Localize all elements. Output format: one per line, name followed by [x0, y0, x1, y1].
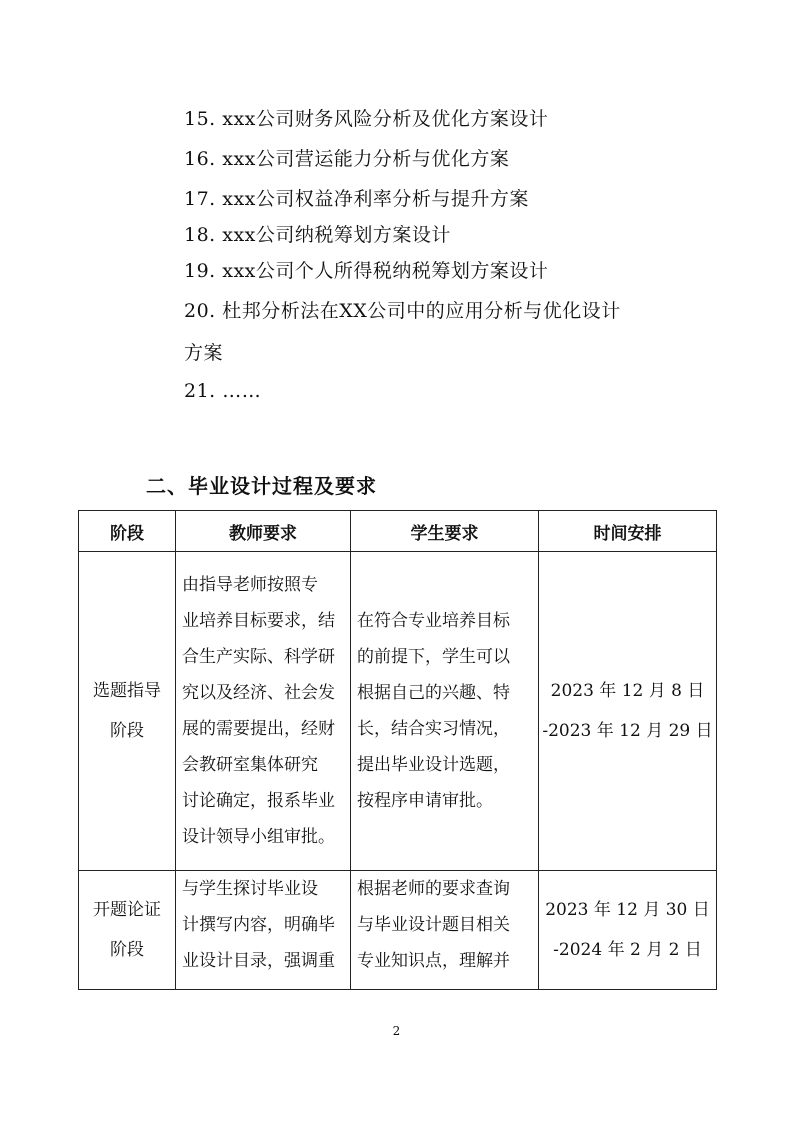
- teacher-line: 设计领导小组审批。: [182, 827, 335, 847]
- stage-line: 开题论证: [93, 900, 161, 920]
- header-schedule: 时间安排: [539, 511, 717, 552]
- list-item: 17. xxx公司权益净利率分析与提升方案: [184, 188, 529, 210]
- student-line: 提出毕业设计选题，: [357, 755, 510, 775]
- list-item: 21. ……: [184, 380, 262, 402]
- list-item: 20. 杜邦分析法在XX公司中的应用分析与优化设计: [184, 300, 621, 322]
- student-line: 根据自己的兴趣、特: [357, 683, 510, 703]
- student-line: 与毕业设计题目相关: [357, 915, 510, 935]
- teacher-line: 由指导老师按照专: [182, 575, 318, 595]
- time-line: -2024 年 2 月 2 日: [553, 940, 702, 960]
- list-item: 19. xxx公司个人所得税纳税筹划方案设计: [184, 260, 549, 282]
- student-line: 按程序申请审批。: [357, 791, 493, 811]
- stage-cell: [79, 552, 176, 871]
- process-table: [78, 510, 717, 990]
- teacher-line: 讨论确定，报系毕业: [182, 791, 335, 811]
- stage-line: 阶段: [110, 721, 144, 741]
- teacher-line: 究以及经济、社会发: [182, 683, 335, 703]
- teacher-line: 展的需要提出，经财: [182, 719, 335, 739]
- list-item: 18. xxx公司纳税筹划方案设计: [184, 224, 451, 246]
- time-cell: [539, 871, 717, 990]
- time-cell: [539, 552, 717, 871]
- student-line: 专业知识点，理解并: [357, 951, 510, 971]
- table-row: [79, 552, 717, 871]
- table-header-row: [79, 511, 717, 552]
- student-cell: [351, 552, 539, 871]
- time-line: 2023 年 12 月 8 日: [550, 681, 705, 701]
- list-item: 16. xxx公司营运能力分析与优化方案: [184, 148, 510, 170]
- stage-line: 阶段: [110, 940, 144, 960]
- teacher-line: 会教研室集体研究: [182, 755, 318, 775]
- teacher-cell: [176, 552, 351, 871]
- student-line: 的前提下，学生可以: [357, 647, 510, 667]
- stage-line: 选题指导: [93, 681, 161, 701]
- teacher-line: 业培养目标要求，结: [182, 611, 335, 631]
- stage-cell: [79, 871, 176, 990]
- page-number: 2: [392, 1024, 401, 1038]
- student-line: 在符合专业培养目标: [357, 611, 510, 631]
- list-item: 方案: [184, 342, 224, 364]
- table-row: [79, 871, 717, 990]
- section-title: 二、毕业设计过程及要求: [146, 474, 377, 498]
- student-line: 长，结合实习情况，: [357, 719, 510, 739]
- header-stage: 阶段: [79, 511, 176, 552]
- time-line: 2023 年 12 月 30 日: [545, 900, 710, 920]
- teacher-line: 合生产实际、科学研: [182, 647, 335, 667]
- time-line: -2023 年 12 月 29 日: [542, 721, 713, 741]
- student-line: 根据老师的要求查询: [357, 879, 510, 899]
- list-item: 15. xxx公司财务风险分析及优化方案设计: [184, 108, 549, 130]
- teacher-line: 与学生探讨毕业设: [182, 879, 318, 899]
- header-student-requirements: 学生要求: [351, 511, 539, 552]
- student-cell: [351, 871, 539, 990]
- teacher-cell: [176, 871, 351, 990]
- teacher-line: 业设计目录，强调重: [182, 951, 335, 971]
- teacher-line: 计撰写内容，明确毕: [182, 915, 335, 935]
- header-teacher-requirements: 教师要求: [176, 511, 351, 552]
